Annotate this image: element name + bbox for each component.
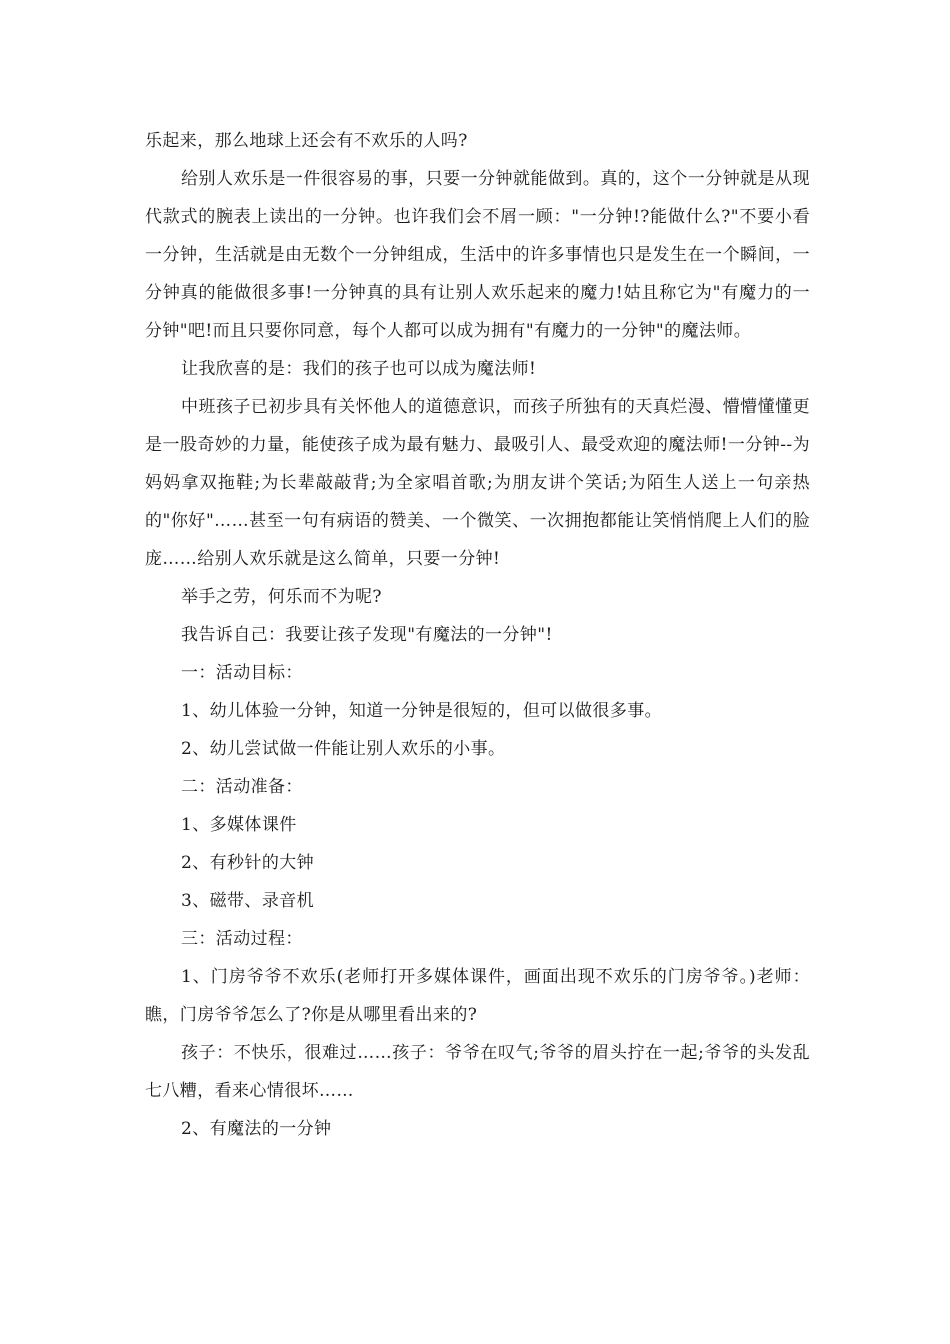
section-heading-process: 三：活动过程：: [181, 929, 303, 949]
paragraph-3: 让我欣喜的是：我们的孩子也可以成为魔法师!: [181, 359, 537, 379]
paragraph-1: 乐起来，那么地球上还会有不欢乐的人吗?: [145, 131, 468, 151]
paragraph-6: 我告诉自己：我要让孩子发现"有魔法的一分钟"!: [181, 625, 553, 645]
list-item: 2、幼儿尝试做一件能让别人欢乐的小事。: [181, 739, 506, 759]
list-item: 1、幼儿体验一分钟，知道一分钟是很短的，但可以做很多事。: [181, 701, 663, 721]
paragraph-2: 给别人欢乐是一件很容易的事，只要一分钟就能做到。真的，这个一分钟就是从现代款式的腕表上读出的一分钟。也许我们会不屑一顾："一分钟!?能做什么?"不要小看一分钟，生活就是由无数个一分钟组成，生活中的许多事情也只是发生在一个瞬间，一分钟真的能做很多事!一分钟真的具有让别人欢乐起来的魔力!姑且称它为"有魔力的一分钟"吧!而且只要你同意，每个人都可以成为拥有"有魔力的一分钟"的魔法师。: [145, 169, 810, 341]
list-item: 2、有魔法的一分钟: [181, 1119, 332, 1139]
paragraph-5: 举手之劳，何乐而不为呢?: [181, 587, 382, 607]
section-heading-preparation: 二：活动准备：: [181, 777, 303, 797]
list-item: 1、多媒体课件: [181, 815, 297, 835]
list-item: 2、有秒针的大钟: [181, 853, 315, 873]
list-item: 3、磁带、录音机: [181, 891, 315, 911]
paragraph-4: 中班孩子已初步具有关怀他人的道德意识，而孩子所独有的天真烂漫、懵懵懂懂更是一股奇妙的力量，能使孩子成为最有魅力、最吸引人、最受欢迎的魔法师!一分钟--为妈妈拿双拖鞋;为长辈敲敲背;为全家唱首歌;为朋友讲个笑话;为陌生人送上一句亲热的"你好"……甚至一句有病语的赞美、一个微笑、一次拥抱都能让笑悄悄爬上人们的脸庞……给别人欢乐就是这么简单，只要一分钟!: [145, 397, 810, 569]
paragraph-dialogue: 孩子：不快乐，很难过……孩子：爷爷在叹气;爷爷的眉头拧在一起;爷爷的头发乱七八糟，看来心情很坏……: [145, 1043, 810, 1101]
list-item: 1、门房爷爷不欢乐(老师打开多媒体课件，画面出现不欢乐的门房爷爷。)老师：瞧，门房爷爷怎么了?你是从哪里看出来的?: [145, 967, 810, 1025]
section-heading-goals: 一：活动目标：: [181, 663, 303, 683]
document-body: [145, 122, 810, 1148]
